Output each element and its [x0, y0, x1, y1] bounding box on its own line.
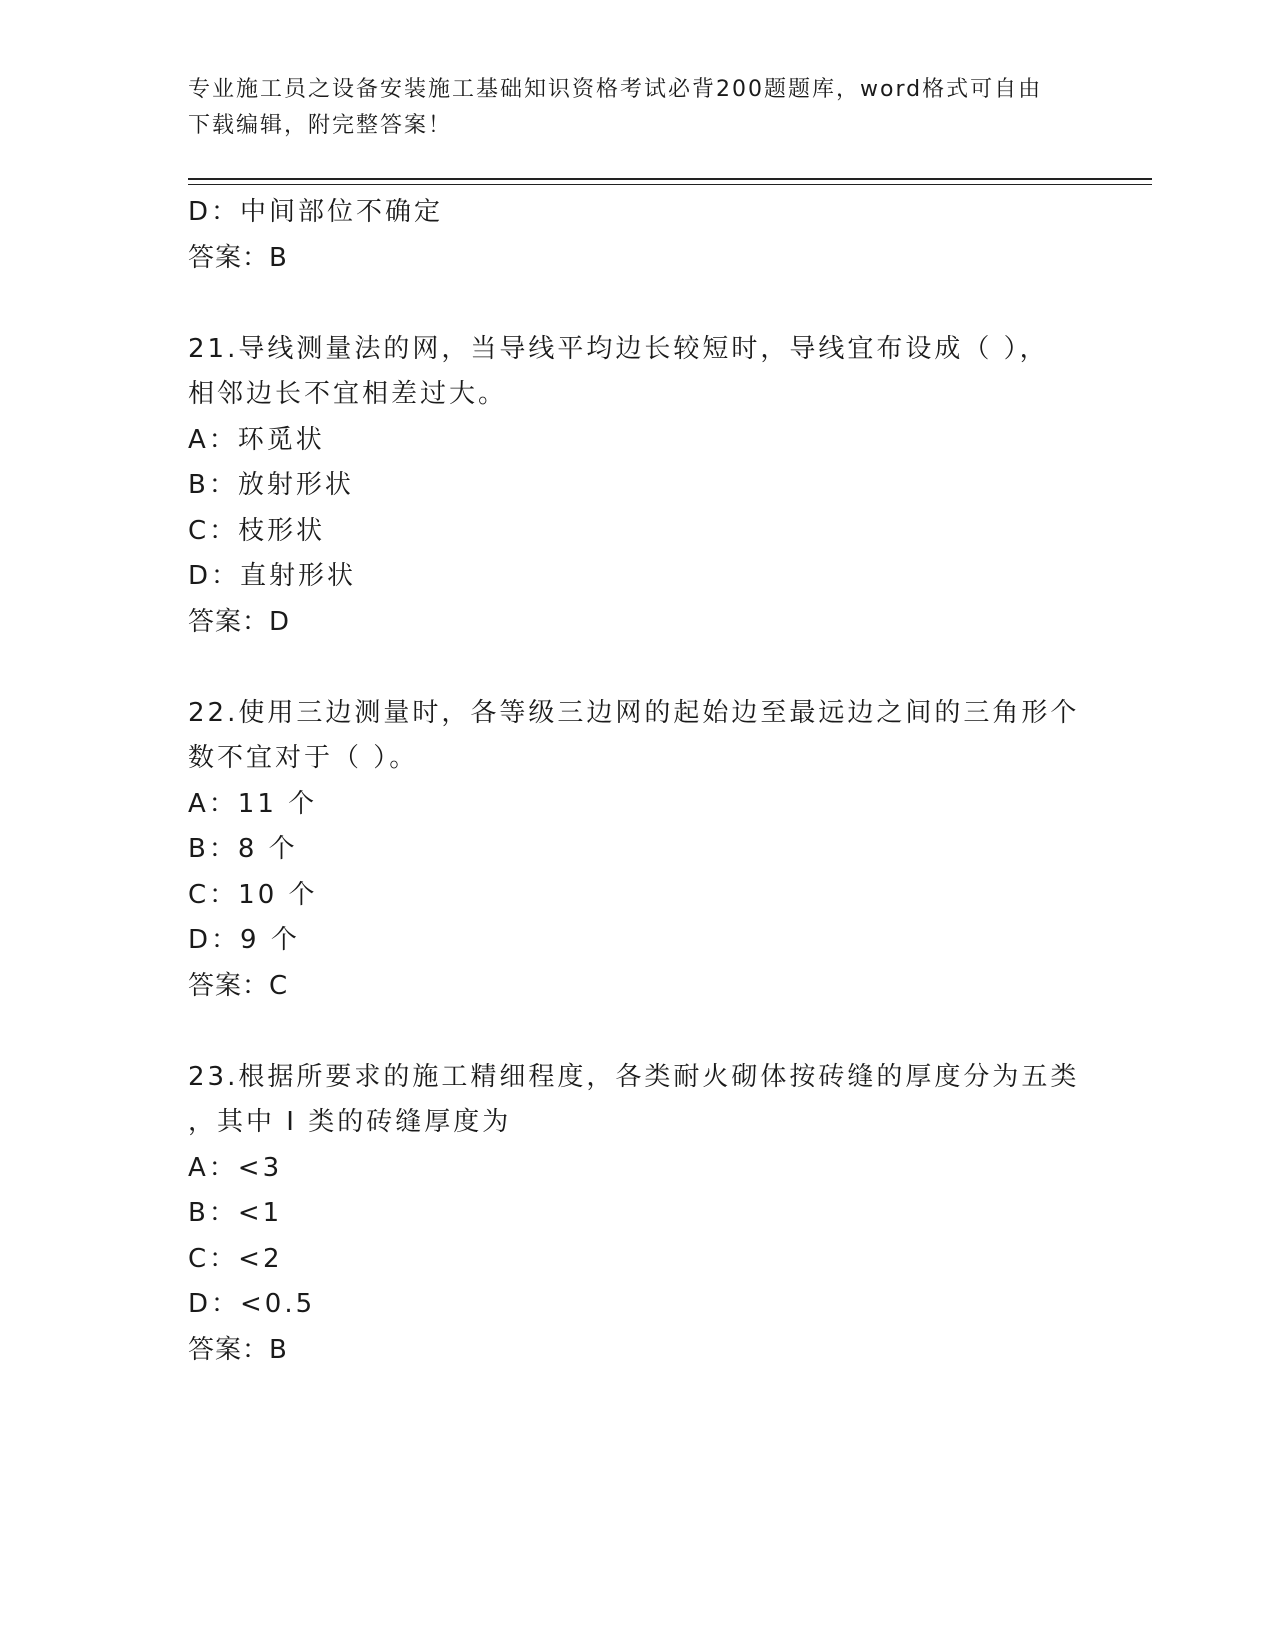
answer-label: 答案：: [188, 242, 270, 273]
answer-label: 答案：: [188, 606, 270, 637]
option-b: B：放射形状: [188, 470, 354, 500]
option-a: A：环觅状: [188, 424, 325, 455]
option-c: C：枝形状: [188, 515, 326, 546]
answer-value: D: [269, 606, 290, 637]
option-c: C：10 个: [188, 879, 318, 910]
answer-line: [188, 964, 1108, 1010]
question-stem-line-1: 21.导线测量法的网，当导线平均边长较短时，导线宜布设成（ ），: [188, 333, 1049, 364]
answer-value: B: [269, 1334, 287, 1365]
answer-line: [188, 236, 1108, 282]
option-d: D：直射形状: [188, 561, 357, 591]
answer-line: [188, 1328, 1108, 1374]
previous-question-tail: [188, 190, 1108, 281]
answer-value: B: [269, 242, 287, 273]
question-21: [188, 327, 1108, 646]
question-stem-line-2: ，其中 I 类的砖缝厚度为: [188, 1107, 512, 1137]
option-c: C：<2: [188, 1243, 283, 1274]
option-d: D：<0.5: [188, 1289, 316, 1319]
answer-value: C: [269, 970, 288, 1001]
question-stem-line-2: 数不宜对于（ ）。: [188, 743, 419, 773]
header-line-1: 专业施工员之设备安装施工基础知识资格考试必背200题题库，word格式可自由: [188, 77, 1043, 102]
question-stem-line-1: 22.使用三边测量时，各等级三边网的起始边至最远边之间的三角形个: [188, 697, 1080, 728]
question-list: [188, 190, 1108, 1373]
document-header: [188, 72, 1068, 144]
question-23: [188, 1055, 1108, 1374]
spacer: [188, 281, 1108, 327]
answer-line: [188, 600, 1108, 646]
question-22: [188, 691, 1108, 1010]
option-b: B：<1: [188, 1198, 283, 1228]
option-b: B：8 个: [188, 834, 298, 864]
spacer: [188, 645, 1108, 691]
option-a: A：11 个: [188, 788, 318, 819]
option-d: D：9 个: [188, 925, 300, 955]
option-d: D：中间部位不确定: [188, 197, 444, 227]
option-a: A：<3: [188, 1152, 283, 1183]
question-stem-line-1: 23.根据所要求的施工精细程度，各类耐火砌体按砖缝的厚度分为五类: [188, 1061, 1080, 1092]
header-divider-thin: [188, 184, 1152, 185]
header-divider-thick: [188, 178, 1152, 180]
question-stem-line-2: 相邻边长不宜相差过大。: [188, 379, 508, 409]
header-line-2: 下载编辑，附完整答案！: [188, 113, 453, 138]
answer-label: 答案：: [188, 970, 270, 1001]
spacer: [188, 1009, 1108, 1055]
answer-label: 答案：: [188, 1334, 270, 1365]
